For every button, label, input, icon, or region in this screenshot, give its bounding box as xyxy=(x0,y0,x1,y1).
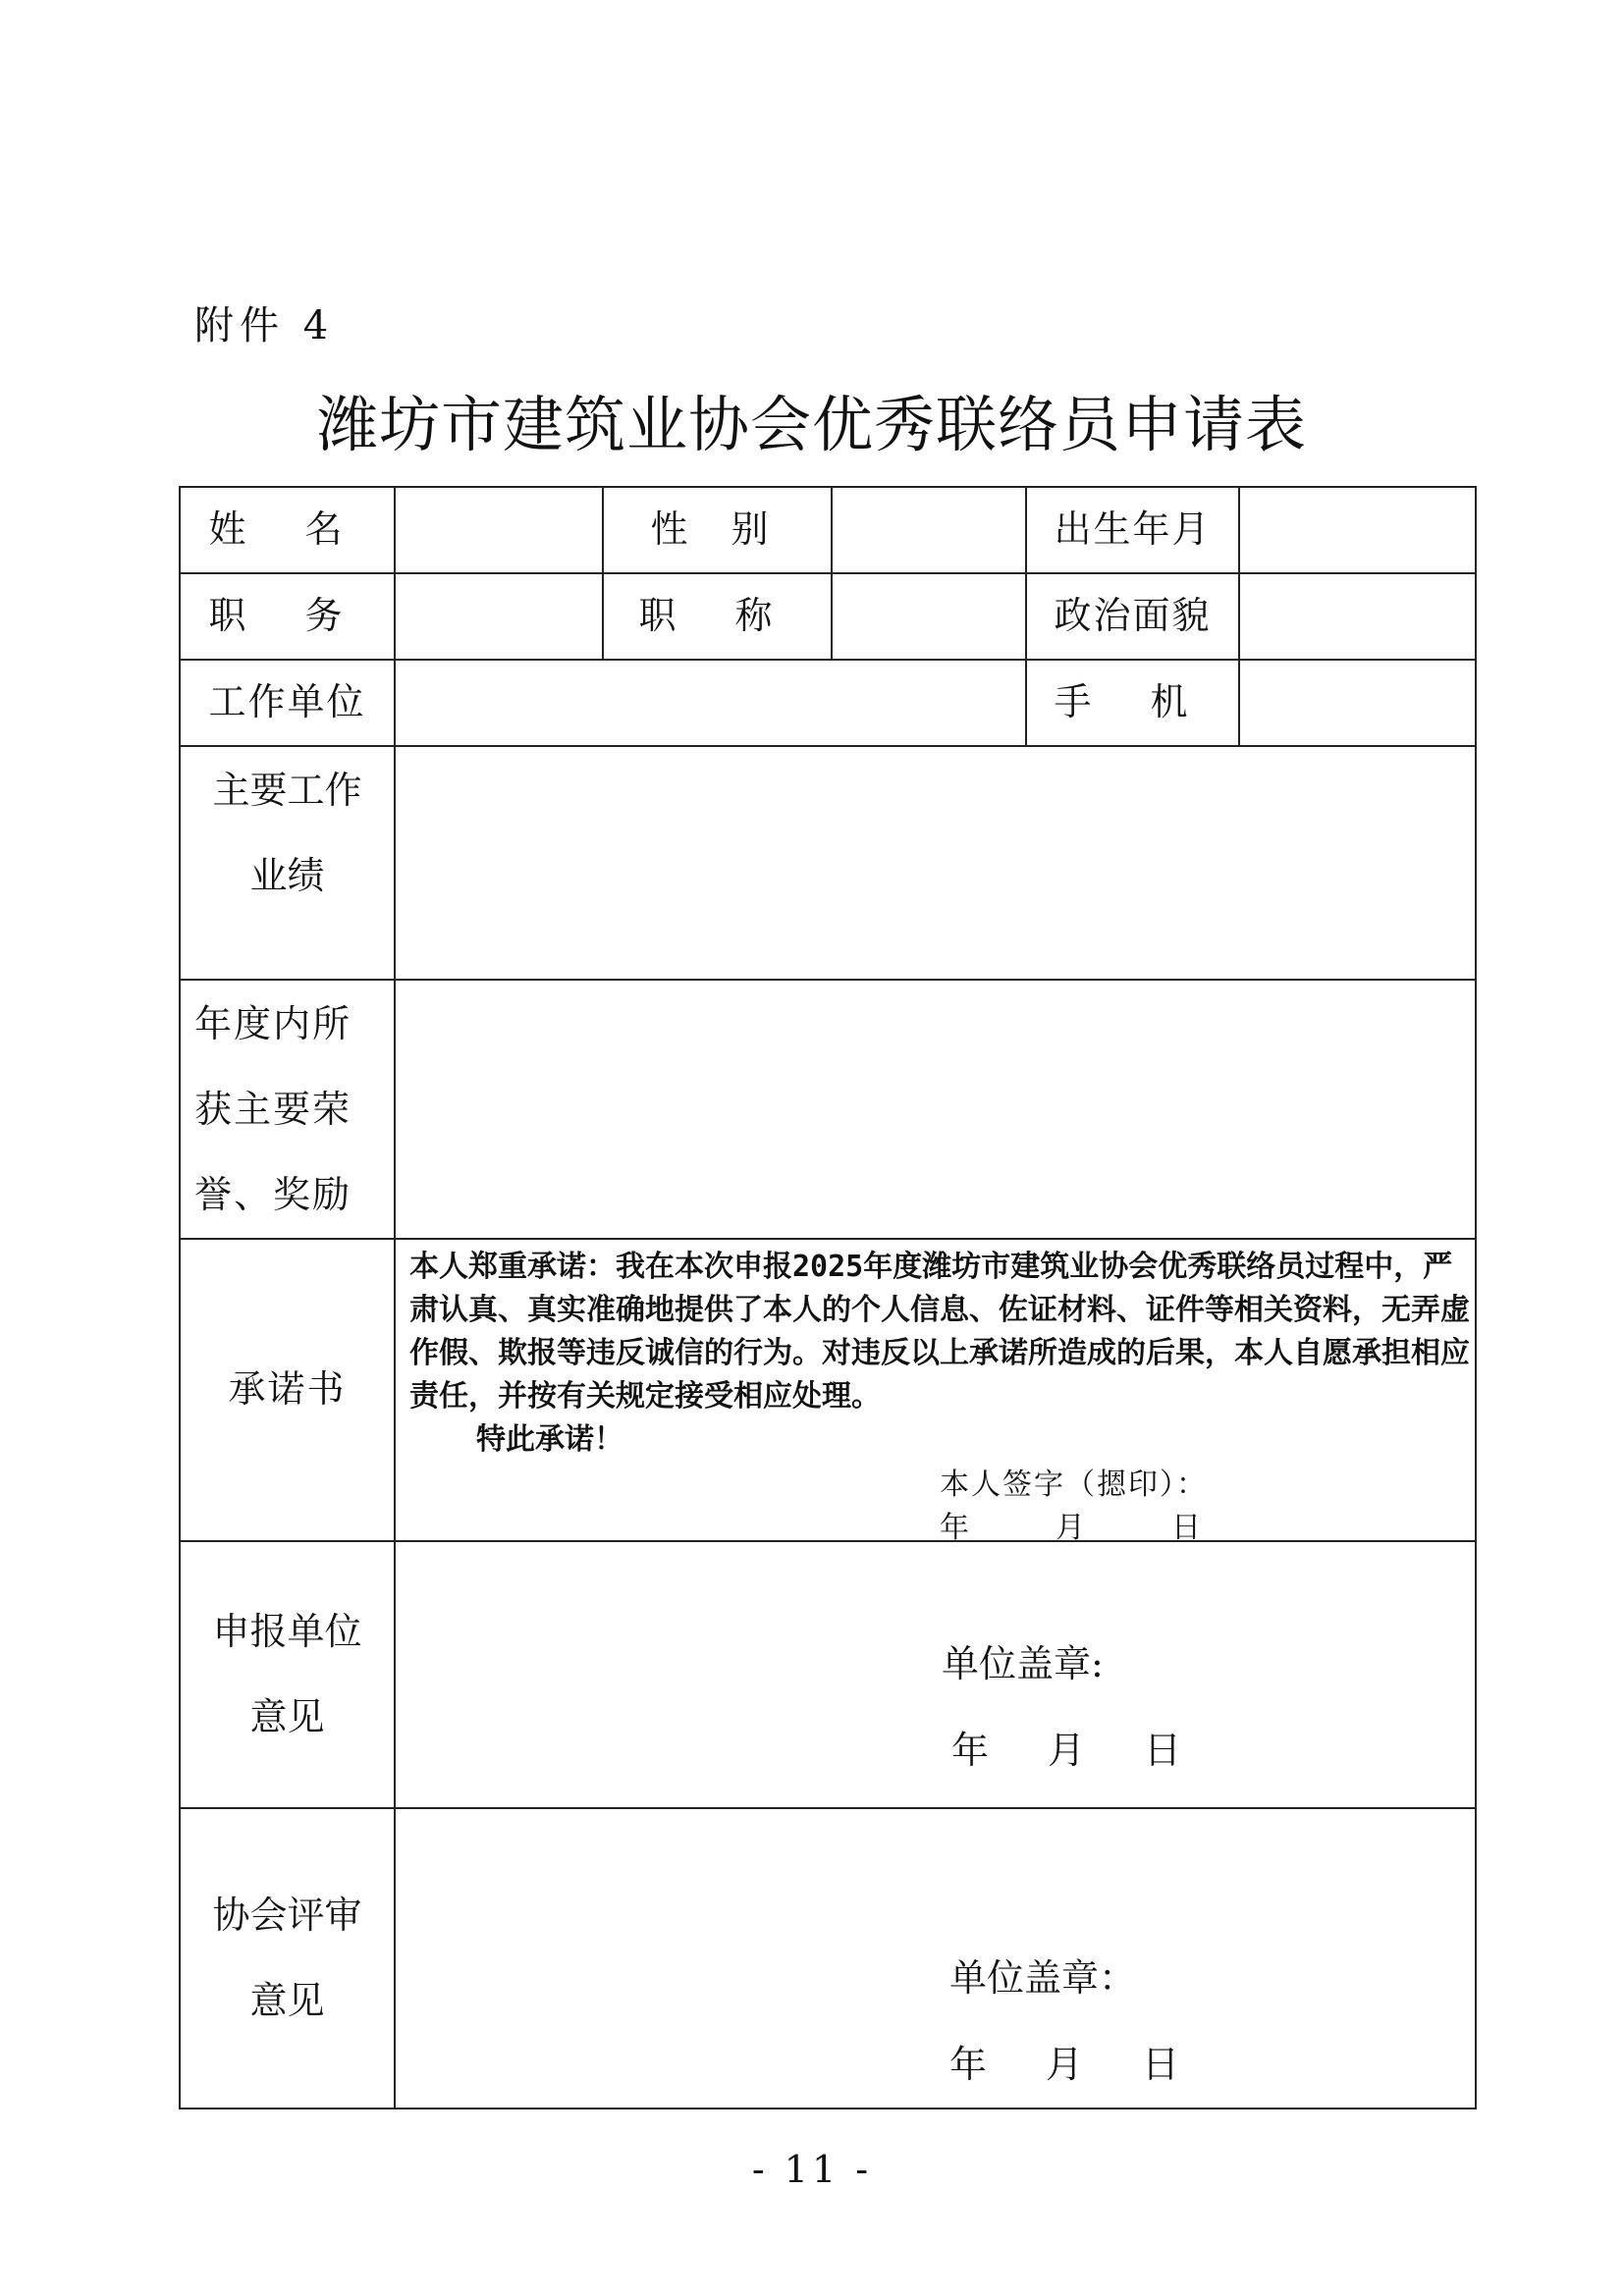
honors-label-line3: 誉、奖励 xyxy=(194,1172,352,1216)
assoc-opinion-label-line1: 协会评审 xyxy=(212,1894,362,1937)
professional-title-label: 职 称 xyxy=(603,573,832,660)
performance-field[interactable] xyxy=(395,746,1476,980)
pledge-label: 承诺书 xyxy=(180,1239,395,1541)
assoc-date-year: 年 xyxy=(949,2043,988,2086)
signature-label: 本人签字（摁印）： xyxy=(940,1468,1208,1502)
honors-field[interactable] xyxy=(395,980,1476,1239)
position-field[interactable] xyxy=(395,573,603,660)
unit-stamp-label: 单位盖章: xyxy=(942,1642,1104,1685)
assoc-stamp-label: 单位盖章： xyxy=(949,1956,1137,2000)
performance-label xyxy=(180,746,395,980)
form-title: 潍坊市建筑业协会优秀联络员申请表 xyxy=(316,389,1307,460)
application-form-table xyxy=(179,486,1477,2109)
pledge-cell xyxy=(395,1239,1476,1545)
assoc-date-month: 月 xyxy=(1046,2043,1084,2086)
phone-field[interactable] xyxy=(1239,660,1476,746)
unit-opinion-label-line2: 意见 xyxy=(249,1695,325,1738)
political-status-label: 政治面貌 xyxy=(1026,573,1239,660)
unit-stamp-date xyxy=(951,1729,1240,1774)
page-number: - 11 - xyxy=(751,2148,873,2191)
pledge-date-day: 日 xyxy=(1171,1511,1201,1545)
honors-label-line1: 年度内所 xyxy=(194,1001,352,1045)
assoc-stamp-date xyxy=(949,2043,1238,2088)
assoc-opinion-field[interactable] xyxy=(395,1808,1476,2109)
birth-field[interactable] xyxy=(1239,487,1476,573)
birth-label: 出生年月 xyxy=(1026,487,1239,573)
political-status-field[interactable] xyxy=(1239,573,1476,660)
position-label: 职 务 xyxy=(180,573,395,660)
assoc-opinion-label-line2: 意见 xyxy=(249,1979,325,2022)
unit-opinion-label-line1: 申报单位 xyxy=(212,1610,362,1653)
unit-date-day: 日 xyxy=(1144,1729,1182,1772)
row-basic-2 xyxy=(180,573,1476,660)
pledge-date-year: 年 xyxy=(940,1511,969,1545)
row-honors xyxy=(180,980,1476,1239)
row-performance xyxy=(180,746,1476,980)
assoc-date-day: 日 xyxy=(1142,2043,1180,2086)
unit-date-month: 月 xyxy=(1048,1729,1086,1772)
gender-label: 性 别 xyxy=(603,487,832,573)
unit-opinion-label xyxy=(180,1541,395,1808)
performance-label-line2: 业绩 xyxy=(249,854,325,897)
pledge-text: 本人郑重承诺：我在本次申报2025年度潍坊市建筑业协会优秀联络员过程中，严肃认真、真实准确地提供了本人的个人信息、佐证材料、证件等相关资料，无弄虚作假、欺报等违反诚信的行为。对违反以上承诺所造成的后果，本人自愿承担相应责任，并按有关规定接受相应处理。 xyxy=(409,1250,1470,1414)
row-assoc-opinion xyxy=(180,1808,1476,2109)
performance-label-line1: 主要工作 xyxy=(212,769,362,812)
assoc-opinion-label xyxy=(180,1808,395,2109)
row-unit-opinion xyxy=(180,1541,1476,1808)
gender-field[interactable] xyxy=(832,487,1026,573)
honors-label-line2: 获主要荣 xyxy=(194,1087,352,1131)
unit-opinion-field[interactable] xyxy=(395,1541,1476,1808)
attachment-label: 附件 4 xyxy=(194,303,335,348)
pledge-closing: 特此承诺！ xyxy=(476,1422,623,1457)
name-field[interactable] xyxy=(395,487,603,573)
pledge-date-month: 月 xyxy=(1056,1511,1085,1545)
row-pledge xyxy=(180,1239,1476,1541)
phone-label: 手 机 xyxy=(1026,660,1239,746)
row-basic-1 xyxy=(180,487,1476,573)
honors-label xyxy=(180,980,395,1239)
employer-field[interactable] xyxy=(395,660,1026,746)
name-label: 姓 名 xyxy=(180,487,395,573)
row-basic-3 xyxy=(180,660,1476,746)
professional-title-field[interactable] xyxy=(832,573,1026,660)
employer-label: 工作单位 xyxy=(180,660,395,746)
unit-date-year: 年 xyxy=(951,1729,990,1772)
